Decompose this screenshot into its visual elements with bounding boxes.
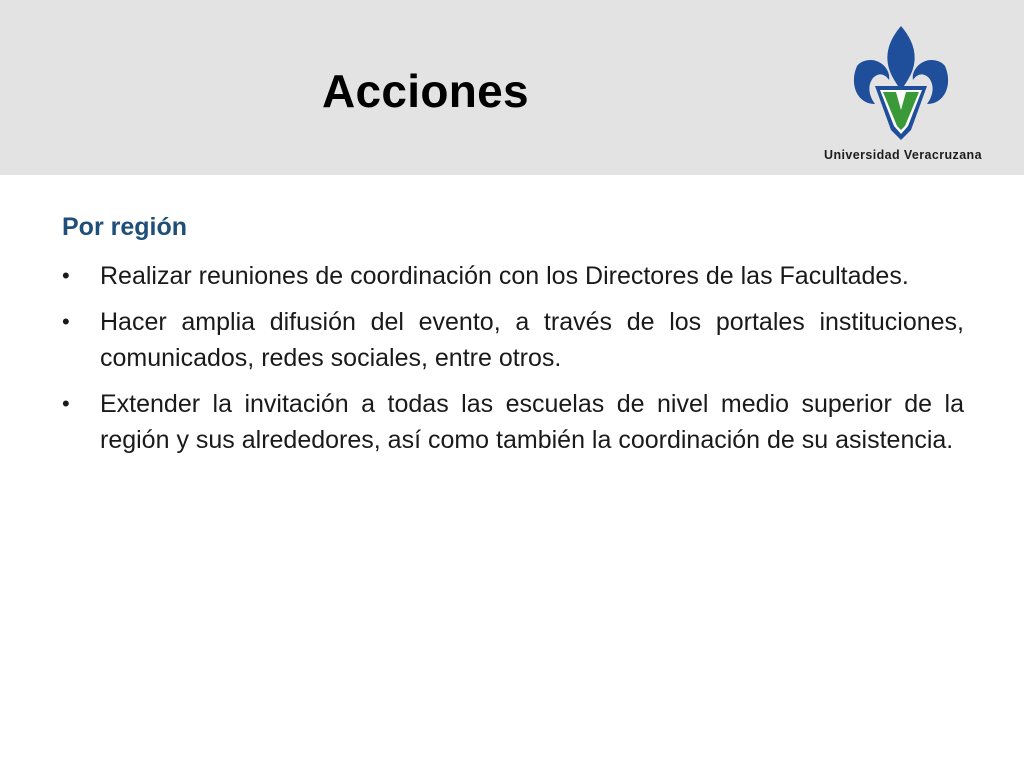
bullet-item [62, 386, 964, 458]
bullet-text: Hacer amplia difusión del evento, a través de los portales instituciones, comunicados, redes sociales, entre otros. [100, 308, 964, 372]
bullet-item [62, 304, 964, 376]
bullet-dot-icon: • [62, 309, 70, 334]
bullet-dot-icon: • [62, 391, 70, 416]
university-logo [818, 24, 988, 166]
slide-title: Acciones [322, 65, 529, 117]
bullet-text: Extender la invitación a todas las escuelas de nivel medio superior de la región y sus alrededores, así como también la coordinación de su asistencia. [100, 390, 964, 454]
section-subtitle: Por región [62, 213, 188, 241]
bullet-item [62, 258, 964, 294]
bullet-dot-icon: • [62, 263, 70, 288]
bullet-text: Realizar reuniones de coordinación con los Directores de las Facultades. [100, 262, 909, 290]
logo-text: Universidad Veracruzana [824, 148, 982, 162]
flor-de-lis-v-emblem-icon [851, 24, 951, 142]
bullet-list [62, 258, 964, 468]
